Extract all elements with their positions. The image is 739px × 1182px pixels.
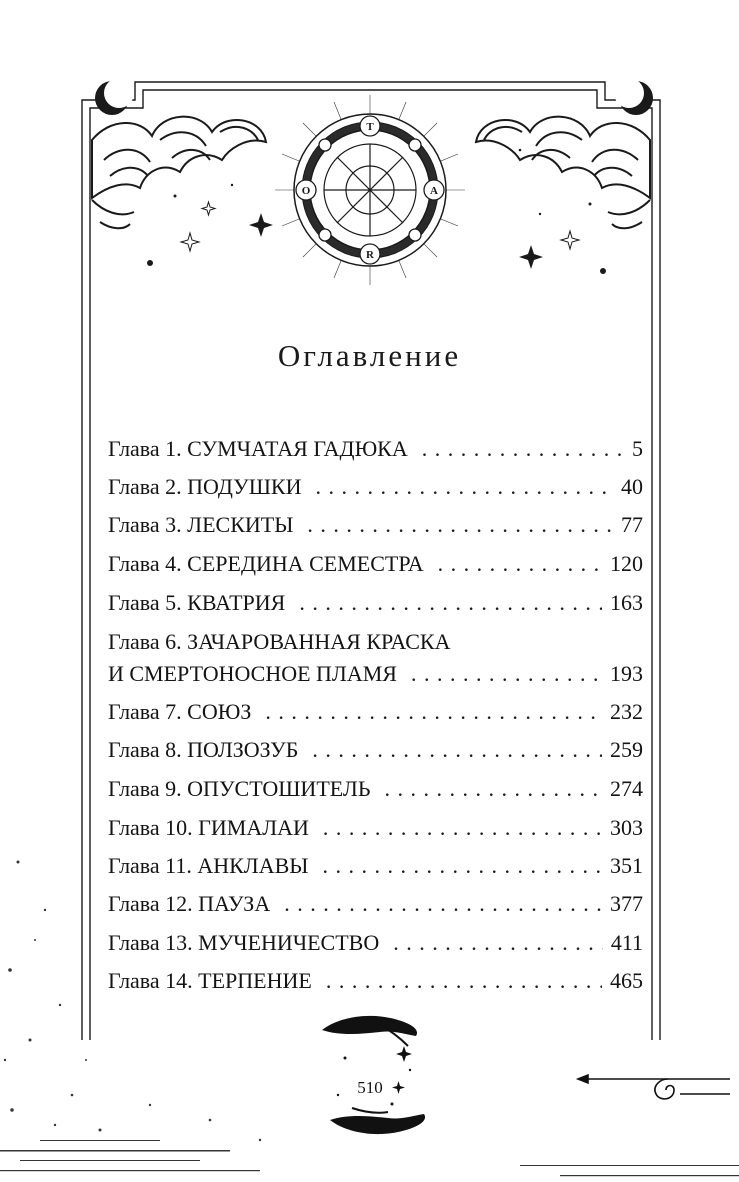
dot-leader [307, 512, 613, 538]
toc-entry[interactable] [108, 930, 643, 956]
toc-entry-page: 351 [610, 853, 643, 878]
toc-entry-page: 163 [610, 590, 643, 615]
crescent-moon-icon [614, 78, 653, 115]
toc-entry[interactable] [108, 512, 643, 538]
toc-entry[interactable] [108, 853, 643, 879]
toc-entry-title-line2: И СМЕРТОНОСНОЕ ПЛАМЯ [108, 661, 397, 686]
toc-entry-page: 411 [610, 930, 643, 955]
toc-entry-title: Глава 8. ПОЛЗОЗУБ [108, 737, 299, 762]
dot-leader [422, 436, 624, 462]
dot-leader [438, 551, 602, 577]
toc-entry-page: 377 [610, 891, 643, 916]
toc-entry-title: Глава 3. ЛЕСКИТЫ [108, 512, 294, 537]
dot-leader [315, 474, 613, 500]
dot-leader [322, 853, 602, 879]
toc-entry[interactable] [108, 474, 643, 500]
toc-entry[interactable] [108, 815, 643, 841]
toc-entry[interactable] [108, 590, 643, 616]
cloud-ornament-right [476, 117, 650, 229]
arrow-ornament [578, 1075, 730, 1099]
toc-entry-title: Глава 14. ТЕРПЕНИЕ [108, 968, 312, 993]
toc-entry-title: Глава 11. АНКЛАВЫ [108, 853, 309, 878]
toc-heading: Оглавление [277, 338, 462, 373]
dot-leader [411, 661, 602, 687]
page-number: 510 [357, 1078, 383, 1097]
toc-entry[interactable] [108, 891, 643, 917]
toc-entry-title: Глава 1. СУМЧАТАЯ ГАДЮКА [108, 436, 408, 461]
toc-entry-title: Глава 2. ПОДУШКИ [108, 474, 302, 499]
toc-entry[interactable] [108, 776, 643, 802]
toc-entry[interactable] [108, 436, 643, 462]
toc-entry-page: 303 [610, 815, 643, 840]
toc-entry-title: Глава 10. ГИМАЛАИ [108, 815, 309, 840]
toc-entry[interactable] [108, 551, 643, 577]
toc-entry[interactable] [108, 968, 643, 994]
toc-entry-title: Глава 6. ЗАЧАРОВАННАЯ КРАСКА [108, 629, 451, 654]
emblem-letter-left: О [301, 185, 311, 197]
emblem-letter-top: Т [366, 121, 374, 133]
toc-entry-title: Глава 9. ОПУСТОШИТЕЛЬ [108, 776, 371, 801]
dot-leader [323, 815, 602, 841]
hands-ornament [322, 1016, 425, 1134]
toc-entry[interactable] [108, 699, 643, 725]
emblem-letter-right: А [430, 185, 438, 197]
toc-entry-title: Глава 5. КВАТРИЯ [108, 590, 286, 615]
cloud-ornament-left [92, 117, 266, 229]
toc-entry[interactable] [108, 629, 643, 687]
crescent-moon-icon [95, 78, 134, 115]
toc-entry-page: 5 [632, 436, 643, 461]
toc-entry-page: 77 [621, 512, 643, 537]
toc-entry-title: Глава 4. СЕРЕДИНА СЕМЕСТРА [108, 551, 424, 576]
toc-entry-page: 259 [610, 737, 643, 762]
toc-entry-page: 465 [610, 968, 643, 993]
dot-leader [265, 699, 602, 725]
toc-entry-title: Глава 7. СОЮЗ [108, 699, 252, 724]
toc-entry-page: 232 [610, 699, 643, 724]
toc-entry-page: 40 [621, 474, 643, 499]
emblem-letter-bottom: R [366, 249, 374, 261]
toc-entry-title: Глава 13. МУЧЕНИЧЕСТВО [108, 930, 380, 955]
toc-entry-page: 274 [610, 776, 643, 801]
toc-entry-page: 193 [610, 661, 643, 686]
toc-entry[interactable] [108, 737, 643, 763]
dot-leader [384, 776, 602, 802]
dot-leader [326, 968, 602, 994]
dot-leader [393, 930, 603, 956]
dot-leader [312, 737, 602, 763]
toc-entry-page: 120 [610, 551, 643, 576]
dot-leader [284, 891, 602, 917]
dot-leader [299, 590, 602, 616]
toc-entry-title: Глава 12. ПАУЗА [108, 891, 271, 916]
